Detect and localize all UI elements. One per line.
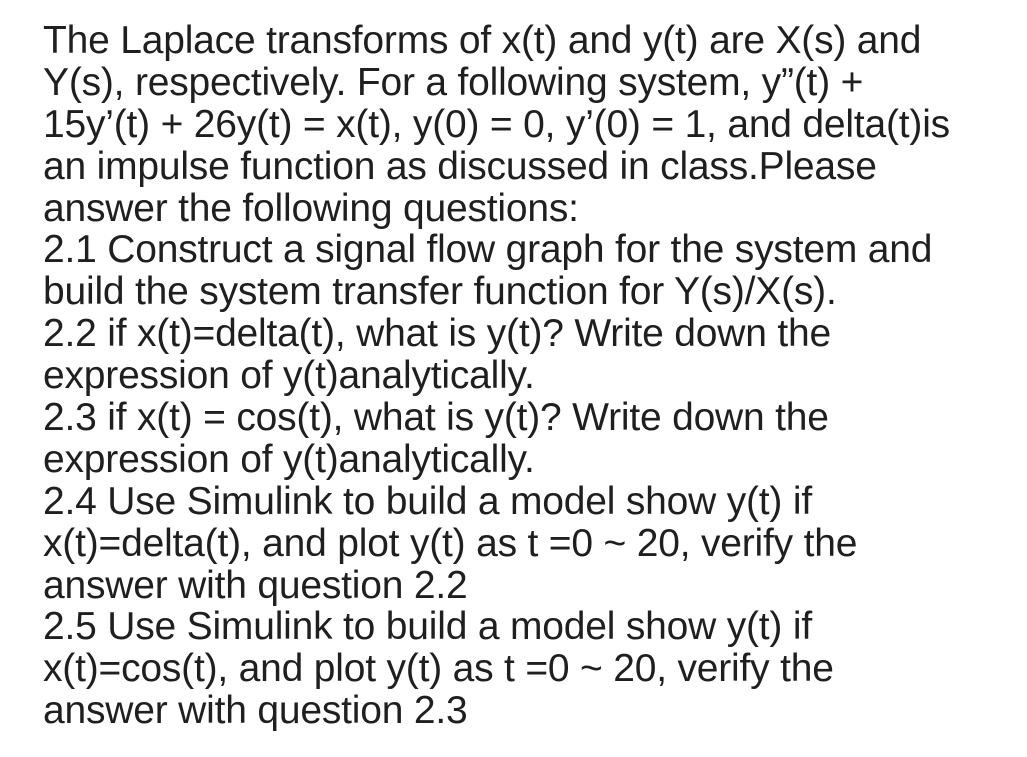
intro-line-3: 15y’(t) + 26y(t) = x(t), y(0) = 0, y’(0) = 1, and delta(t)is xyxy=(43,102,950,146)
question-2-3-line-1: 2.3 if x(t) = cos(t), what is y(t)? Write down the xyxy=(43,396,829,440)
question-2-1-line-2: build the system transfer function for Y(s)/X(s). xyxy=(43,270,837,314)
question-2-1-line-1: 2.1 Construct a signal flow graph for the system and xyxy=(43,228,933,272)
problem-text xyxy=(43,20,1027,732)
intro-line-2: Y(s), respectively. For a following system, y”(t) + xyxy=(43,60,864,104)
question-2-4-line-3: answer with question 2.2 xyxy=(43,563,468,607)
question-2-5-line-3: answer with question 2.3 xyxy=(43,689,468,733)
intro-line-1: The Laplace transforms of x(t) and y(t) are X(s) and xyxy=(43,19,922,62)
question-2-2-line-1: 2.2 if x(t)=delta(t), what is y(t)? Write down the xyxy=(43,312,831,356)
question-2-4-line-2: x(t)=delta(t), and plot y(t) as t =0 ~ 20, verify the xyxy=(43,521,858,565)
intro-line-5: answer the following questions: xyxy=(43,186,579,230)
question-2-4-line-1: 2.4 Use Simulink to build a model show y(t) if xyxy=(43,479,812,523)
question-2-3-line-2: expression of y(t)analytically. xyxy=(43,437,535,481)
question-2-5-line-1: 2.5 Use Simulink to build a model show y(t) if xyxy=(43,605,812,649)
intro-line-4: an impulse function as discussed in class.Please xyxy=(43,144,877,188)
question-2-5-line-2: x(t)=cos(t), and plot y(t) as t =0 ~ 20, verify the xyxy=(43,647,834,691)
question-2-2-line-2: expression of y(t)analytically. xyxy=(43,354,535,398)
